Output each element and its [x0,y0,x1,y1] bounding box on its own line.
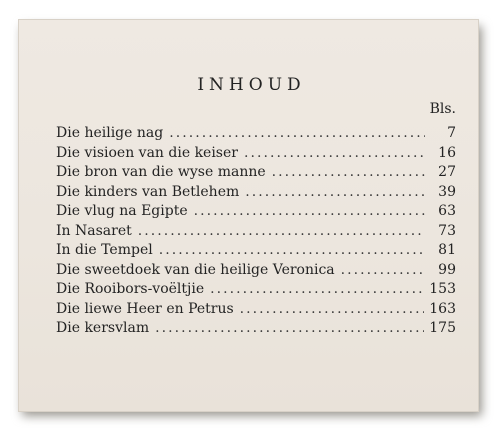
toc-entry [56,184,456,204]
toc-entry-title: Die sweetdoek van die heilige Veronica [56,261,335,278]
toc-entry-page-number: 39 [438,183,456,200]
page-heading: INHOUD [197,75,306,95]
dot-leader [240,301,425,317]
dot-leader [272,164,425,180]
toc-entry-title: Die visioen van die keiser [56,144,238,161]
toc-entry-page-number: 175 [429,320,456,336]
table-of-contents [56,125,456,340]
toc-entry-title: Die bron van die wyse manne [56,164,266,180]
dot-leader [244,145,425,161]
toc-entry-title: Die kinders van Betlehem [56,183,240,200]
toc-entry-title: Die liewe Heer en Petrus [56,300,234,317]
toc-entry-page-number: 16 [438,144,456,161]
dot-leader [245,184,425,200]
toc-entry-page-number: 63 [438,203,456,219]
toc-entry-title: Die heilige nag [56,125,164,141]
toc-entry-title: Die vlug na Egipte [56,203,188,219]
toc-entry [56,242,456,262]
toc-entry-page-number: 153 [429,281,456,297]
toc-entry [56,262,456,282]
toc-entry-page-number: 81 [438,242,456,258]
toc-entry [56,125,456,145]
toc-entry [56,223,456,243]
dot-leader [210,281,424,297]
toc-entry-page-number: 163 [429,300,456,317]
toc-entry-title: Die Rooibors-voëltjie [56,281,205,297]
dot-leader [341,262,425,278]
toc-entry-page-number: 99 [438,261,456,278]
dot-leader [194,203,425,219]
toc-entry-title: In Nasaret [56,222,132,239]
toc-entry-page-number: 27 [438,164,456,180]
dot-leader [169,125,425,141]
toc-entry [56,301,456,321]
toc-entry [56,145,456,165]
toc-entry-page-number: 7 [447,125,456,141]
toc-entry [56,203,456,223]
toc-entry-title: In die Tempel [56,242,153,258]
dot-leader [138,223,425,239]
dot-leader [159,242,425,258]
toc-entry-title: Die kersvlam [56,320,150,336]
toc-entry [56,320,456,340]
toc-entry [56,164,456,184]
toc-entry [56,281,456,301]
toc-entry-page-number: 73 [438,222,456,239]
book-page [18,19,479,412]
page-column-label: Bls. [429,101,456,117]
dot-leader [155,320,424,336]
